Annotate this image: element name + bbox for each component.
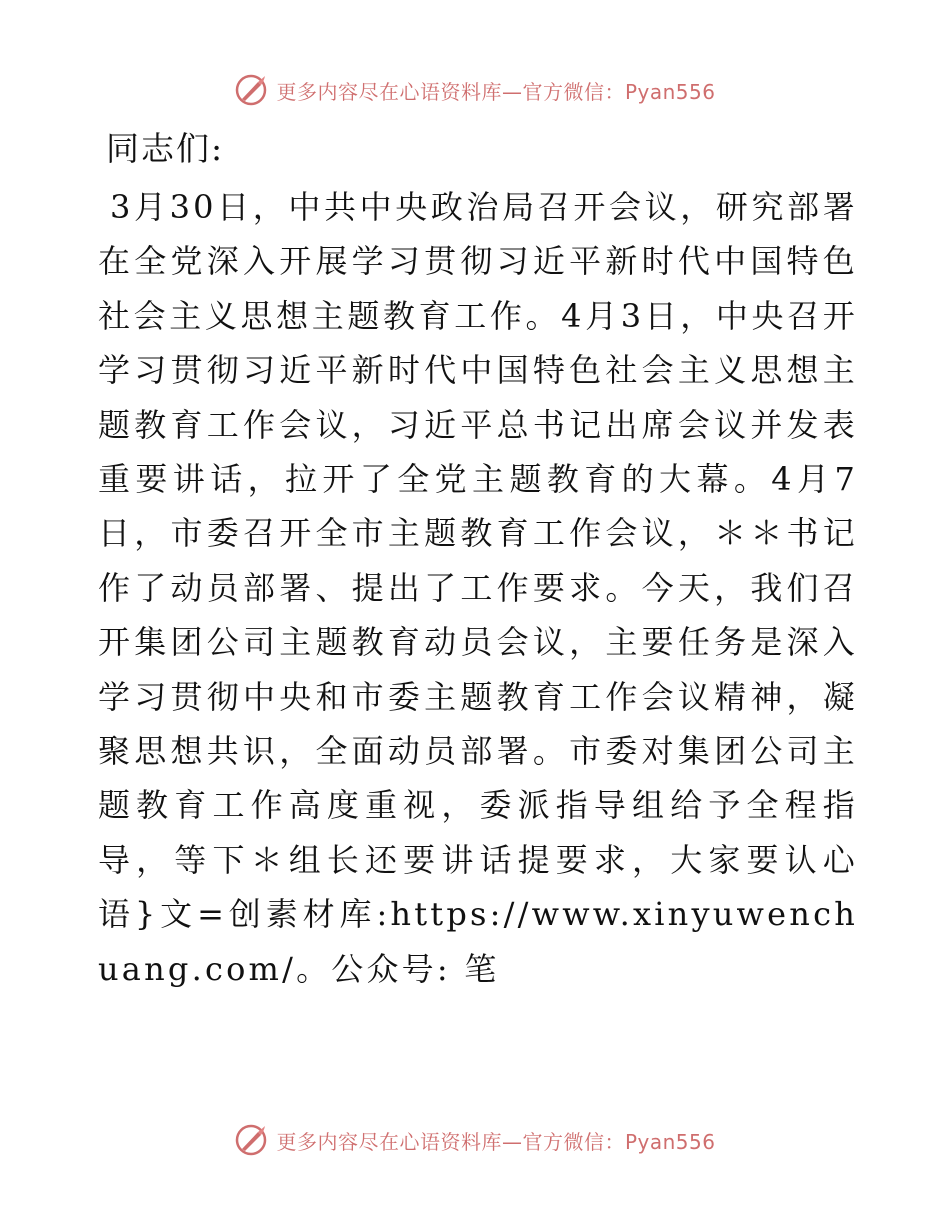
body-paragraph: 3月30日，中共中央政治局召开会议，研究部署在全党深入开展学习贯彻习近平新时代中国特色社会主义思想主题教育工作。4月3日，中央召开学习贯彻习近平新时代中国特色社会主义思想主题教育工作会议，习近平总书记出席会议并发表重要讲话，拉开了全党主题教育的大幕。4月7日，市委召开全市主题教育工作会议，＊＊书记作了动员部署、提出了工作要求。今天，我们召开集团公司主题教育动员会议，主要任务是深入学习贯彻中央和市委主题教育工作会议精神，凝聚思想共识，全面动员部署。市委对集团公司主题教育工作高度重视，委派指导组给予全程指导，等下＊组长还要讲话提要求，大家要认心语}文=创素材库:https://www.xinyuwenchuang.com/。公众号: 笔 [98,188,858,988]
document-body [98,122,858,996]
quill-logo-icon [234,1123,268,1157]
greeting: 同志们: [106,129,225,168]
watermark-text: 更多内容尽在心语资料库—官方微信：Pyan556 [276,79,716,104]
quill-logo-icon [234,73,268,107]
watermark-header [0,70,950,110]
watermark-footer [0,1120,950,1160]
watermark-text: 更多内容尽在心语资料库—官方微信：Pyan556 [276,1129,716,1154]
